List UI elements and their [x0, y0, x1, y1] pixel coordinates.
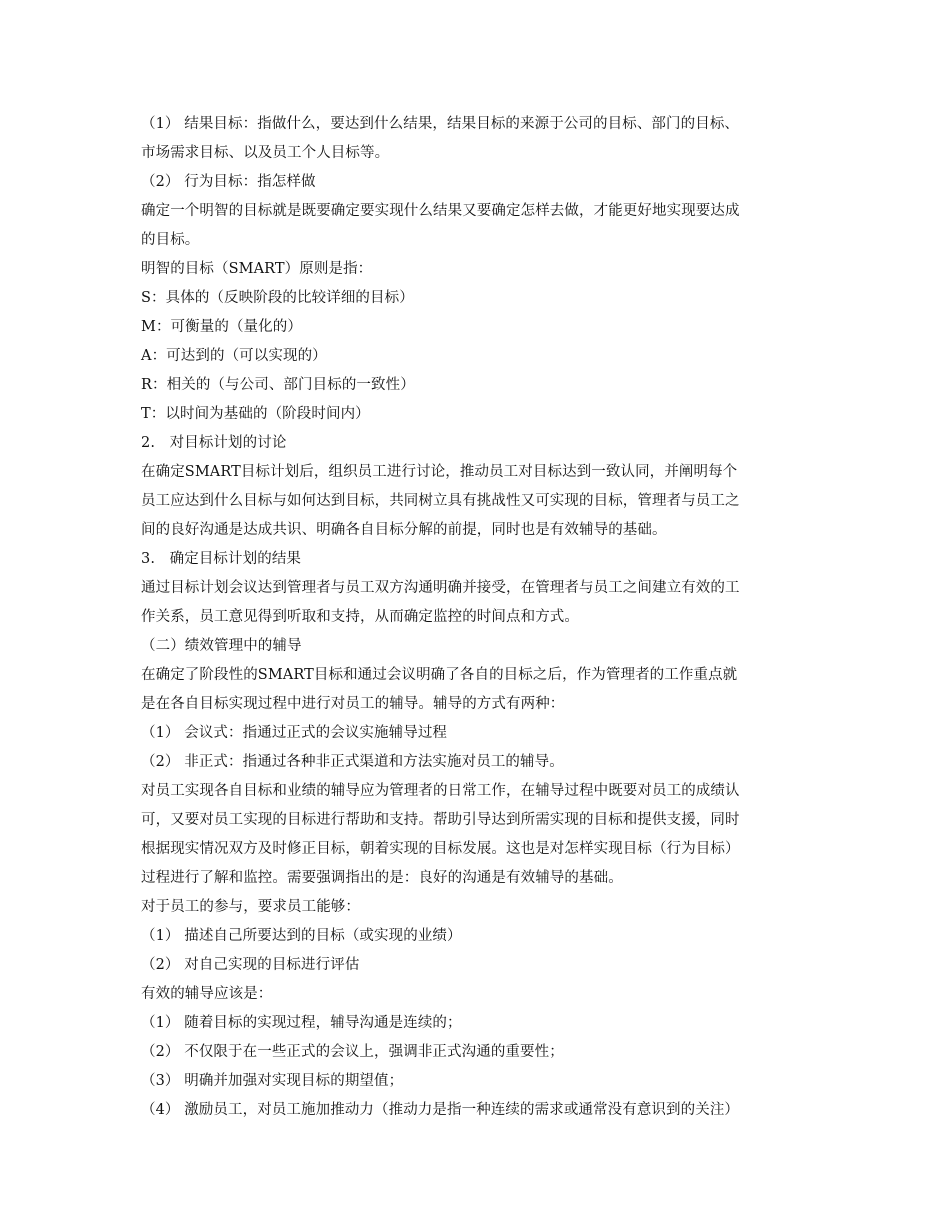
text-line-32: （1） 随着目标的实现过程，辅导沟通是连续的；: [141, 1015, 462, 1031]
text-line-2: 市场需求目标、以及员工个人目标等。: [141, 145, 390, 161]
text-line-34: （3） 明确并加强对实现目标的期望值；: [141, 1073, 404, 1089]
text-line-11: T：以时间为基础的（阶段时间内）: [141, 406, 370, 422]
text-line-30: （2） 对自己实现的目标进行评估: [141, 957, 360, 973]
text-line-7: S：具体的（反映阶段的比较详细的目标）: [141, 290, 414, 306]
text-line-31: 有效的辅导应该是：: [141, 986, 273, 1002]
text-line-1: （1） 结果目标：指做什么，要达到什么结果，结果目标的来源于公司的目标、部门的目标、: [141, 116, 740, 132]
section-heading-er: （二）绩效管理中的辅导: [141, 638, 302, 654]
section-heading-2: 2. 对目标计划的讨论: [141, 435, 287, 451]
text-line-22: （1） 会议式：指通过正式的会议实施辅导过程: [141, 725, 448, 741]
text-line-28: 对于员工的参与，要求员工能够：: [141, 899, 360, 915]
section-heading-3: 3. 确定目标计划的结果: [141, 551, 302, 567]
text-line-18: 作关系，员工意见得到听取和支持，从而确定监控的时间点和方式。: [141, 609, 579, 625]
text-line-10: R：相关的（与公司、部门目标的一致性）: [141, 377, 415, 393]
text-line-9: A：可达到的（可以实现的）: [141, 348, 327, 364]
text-line-14: 员工应达到什么目标与如何达到目标，共同树立具有挑战性又可实现的目标，管理者与员工之: [141, 493, 740, 509]
text-line-20: 在确定了阶段性的SMART目标和通过会议明确了各自的目标之后，作为管理者的工作重点就: [141, 667, 738, 683]
text-line-3: （2） 行为目标：指怎样做: [141, 174, 316, 190]
text-line-6: 明智的目标（SMART）原则是指：: [141, 261, 373, 277]
text-line-13: 在确定SMART目标计划后，组织员工进行讨论，推动员工对目标达到一致认同，并阐明每个: [141, 464, 738, 480]
text-line-8: M：可衡量的（量化的）: [141, 319, 302, 335]
text-line-21: 是在各自目标实现过程中进行对员工的辅导。辅导的方式有两种：: [141, 696, 565, 712]
text-line-25: 可，又要对员工实现的目标进行帮助和支持。帮助引导达到所需实现的目标和提供支援，同时: [141, 812, 740, 828]
text-line-27: 过程进行了解和监控。需要强调指出的是：良好的沟通是有效辅导的基础。: [141, 870, 623, 886]
text-line-35: （4） 激励员工，对员工施加推动力（推动力是指一种连续的需求或通常没有意识到的关注）: [141, 1102, 740, 1118]
text-line-5: 的目标。: [141, 232, 200, 248]
text-line-15: 间的良好沟通是达成共识、明确各自目标分解的前提，同时也是有效辅导的基础。: [141, 522, 667, 538]
text-line-33: （2） 不仅限于在一些正式的会议上，强调非正式沟通的重要性；: [141, 1044, 564, 1060]
text-line-26: 根据现实情况双方及时修正目标，朝着实现的目标发展。这也是对怎样实现目标（行为目标）: [141, 841, 740, 857]
text-line-23: （2） 非正式：指通过各种非正式渠道和方法实施对员工的辅导。: [141, 754, 564, 770]
text-line-29: （1） 描述自己所要达到的目标（或实现的业绩）: [141, 928, 462, 944]
text-line-24: 对员工实现各自目标和业绩的辅导应为管理者的日常工作，在辅导过程中既要对员工的成绩认: [141, 783, 740, 799]
text-line-17: 通过目标计划会议达到管理者与员工双方沟通明确并接受，在管理者与员工之间建立有效的工: [141, 580, 740, 596]
document-page: [141, 110, 811, 1125]
text-line-4: 确定一个明智的目标就是既要确定要实现什么结果又要确定怎样去做，才能更好地实现要达成: [141, 203, 740, 219]
